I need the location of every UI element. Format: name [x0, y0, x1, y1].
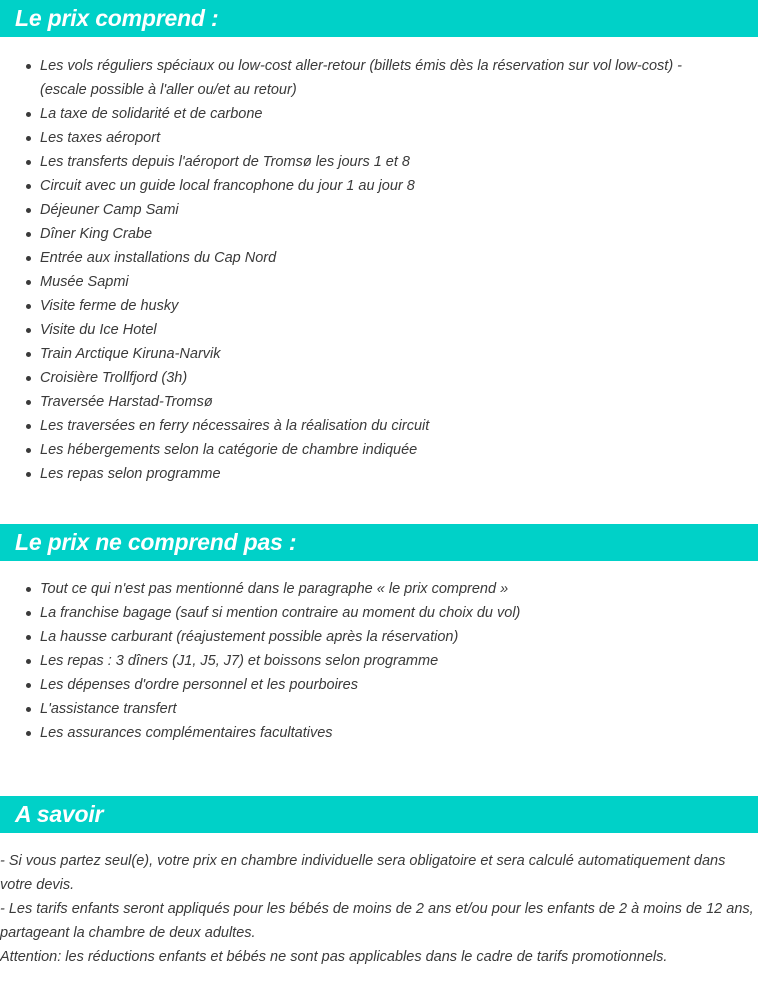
list-item: Les transferts depuis l'aéroport de Tromsø les jours 1 et 8: [40, 150, 758, 174]
list-item: Traversée Harstad-Tromsø: [40, 390, 758, 414]
list-item: Visite du Ice Hotel: [40, 318, 758, 342]
list-item: L'assistance transfert: [40, 697, 758, 721]
included-list: [0, 37, 758, 486]
list-item: Musée Sapmi: [40, 270, 758, 294]
savoir-line: - Les tarifs enfants seront appliqués pour les bébés de moins de 2 ans et/ou pour les enfants de 2 à moins de 12 ans, partageant la chambre de deux adultes.: [0, 901, 754, 941]
savoir-line: - Si vous partez seul(e), votre prix en chambre individuelle sera obligatoire et sera calculé automatiquement dans votre devis.: [0, 853, 726, 893]
excluded-header: [0, 524, 758, 561]
list-item: Les dépenses d'ordre personnel et les pourboires: [40, 673, 758, 697]
savoir-section: [0, 796, 758, 969]
list-item: Entrée aux installations du Cap Nord: [40, 246, 758, 270]
list-item: Les assurances complémentaires facultatives: [40, 721, 758, 745]
included-section: [0, 0, 758, 486]
list-item: Dîner King Crabe: [40, 222, 758, 246]
list-item: Les taxes aéroport: [40, 126, 758, 150]
list-item: Les repas selon programme: [40, 462, 758, 486]
excluded-list: [0, 561, 758, 745]
list-item: Les hébergements selon la catégorie de chambre indiquée: [40, 438, 758, 462]
list-item: Circuit avec un guide local francophone du jour 1 au jour 8: [40, 174, 758, 198]
savoir-title: A savoir: [15, 801, 104, 827]
excluded-section: [0, 524, 758, 745]
list-item: Visite ferme de husky: [40, 294, 758, 318]
list-item: Les vols réguliers spéciaux ou low-cost aller-retour (billets émis dès la réservation sur vol low-cost) - (escale possible à l'aller ou/et au retour): [40, 54, 758, 102]
list-item: La hausse carburant (réajustement possible après la réservation): [40, 625, 758, 649]
list-item: Les repas : 3 dîners (J1, J5, J7) et boissons selon programme: [40, 649, 758, 673]
list-item: Croisière Trollfjord (3h): [40, 366, 758, 390]
savoir-header: [0, 796, 758, 833]
list-item: Tout ce qui n'est pas mentionné dans le paragraphe « le prix comprend »: [40, 577, 758, 601]
included-header: [0, 0, 758, 37]
list-item: La franchise bagage (sauf si mention contraire au moment du choix du vol): [40, 601, 758, 625]
excluded-title: Le prix ne comprend pas :: [15, 529, 297, 555]
list-item: Déjeuner Camp Sami: [40, 198, 758, 222]
included-title: Le prix comprend :: [15, 5, 219, 31]
savoir-line: Attention: les réductions enfants et bébés ne sont pas applicables dans le cadre de tarifs promotionnels.: [0, 949, 668, 965]
savoir-text: [0, 833, 758, 969]
list-item: La taxe de solidarité et de carbone: [40, 102, 758, 126]
list-item: Les traversées en ferry nécessaires à la réalisation du circuit: [40, 414, 758, 438]
list-item: Train Arctique Kiruna-Narvik: [40, 342, 758, 366]
